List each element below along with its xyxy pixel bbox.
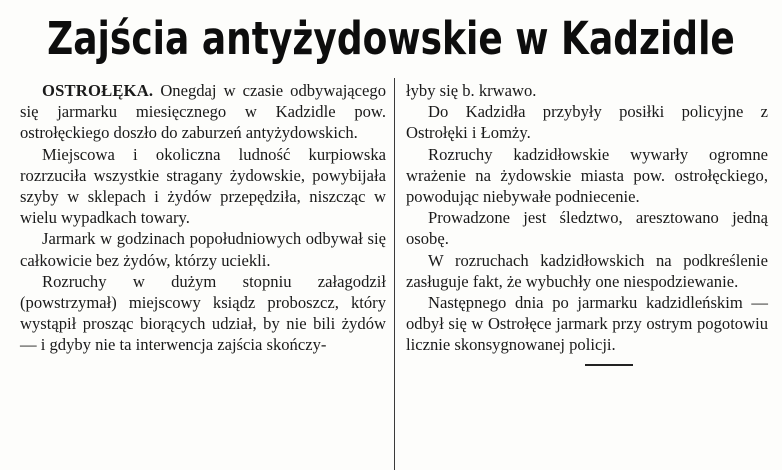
article-paragraph: Miejscowa i okoliczna ludność kurpiowska rozrzuciła wszystkie stragany żydowskie, powybijała szyby w sklepach i żydów przepędziła, niszcząc w wielu wypadkach towary. xyxy=(20,144,386,228)
article-paragraph: Rozruchy w dużym stopniu załagodził (powstrzymał) miejscowy ksiądz proboszcz, który wystąpił prosząc biorących udział, by nie bili żydów — i gdyby nie ta interwencja zajścia skończy- xyxy=(20,271,386,355)
article-paragraph: Prowadzone jest śledztwo, aresztowano jedną osobę. xyxy=(406,208,768,249)
column-divider xyxy=(394,78,395,470)
article-paragraph: W rozruchach kadzidłowskich na podkreślenie zasługuje fakt, że wybuchły one niespodziewanie. xyxy=(406,250,768,291)
left-column xyxy=(20,80,386,356)
headline: Zajścia antyżydowskie w Kadzidle xyxy=(47,11,735,65)
lead-paragraph xyxy=(20,80,386,144)
end-of-article-rule xyxy=(585,364,633,366)
article-paragraph: Rozruchy kadzidłowskie wywarły ogromne wrażenie na żydowskie miasta pow. ostrołęckiego, powodując niebywałe podniecenie. xyxy=(406,144,768,207)
right-column xyxy=(406,80,768,366)
lead-text: Onegdaj w czasie odbywającego się jarmarku miesięcznego w Kadzidle pow. ostrołęckiego doszło do zaburzeń antyżydowskich. xyxy=(20,81,386,143)
continuation-text: łyby się b. krwawo. xyxy=(406,81,537,100)
article-paragraph: Do Kadzidła przybyły posiłki policyjne z Ostrołęki i Łomży. xyxy=(406,102,768,143)
article-paragraph: Następnego dnia po jarmarku kadzidleńskim — odbył się w Ostrołęce jarmark przy ostrym pogotowiu licznie skonsygnowanej policji. xyxy=(406,293,768,355)
article-paragraph: Jarmark w godzinach popołudniowych odbywał się całkowicie bez żydów, którzy uciekli. xyxy=(20,229,386,270)
dateline: OSTROŁĘKA. xyxy=(42,81,154,100)
